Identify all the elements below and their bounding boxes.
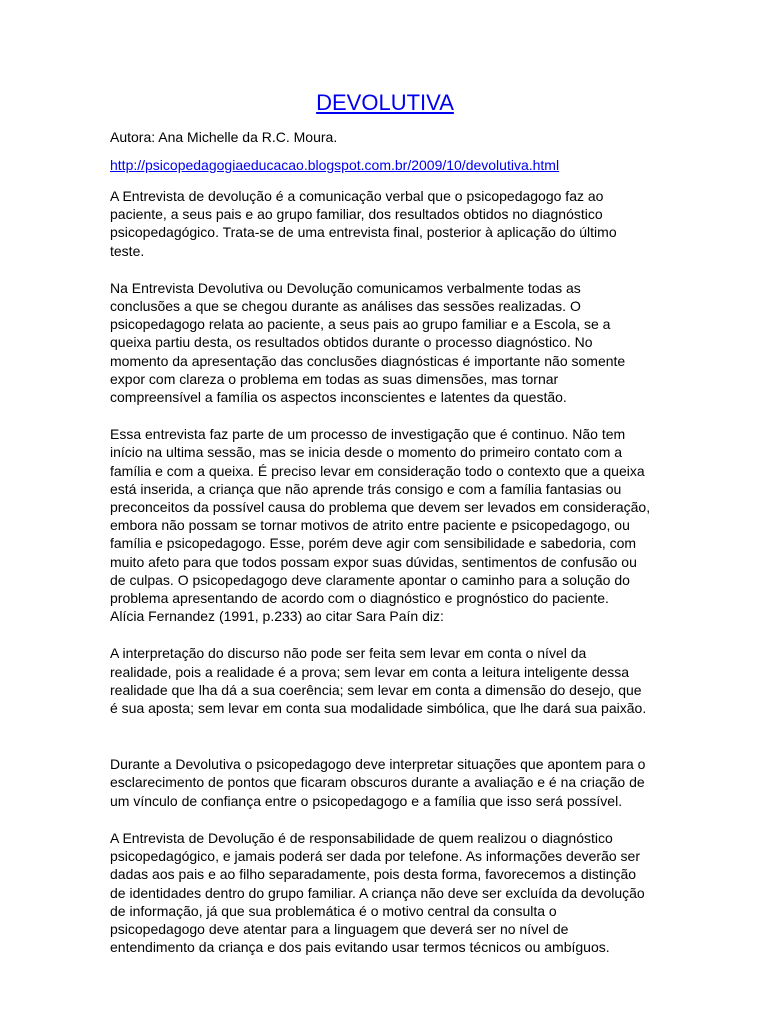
paragraph-quote: A interpretação do discurso não pode ser feita sem levar em conta o nível da realidade, pois a realidade é a prova; sem levar em conta a leitura inteligente dessa realidade que lha dá a sua coerência; sem levar em conta a dimensão do desejo, que é sua aposta; sem levar em conta sua modalidade simbólica, que lhe dará sua paixão. [110,645,647,717]
document-page [110,88,660,975]
paragraph-5: Durante a Devolutiva o psicopedagogo deve interpretar situações que apontem para o esclarecimento de pontos que ficaram obscuros durante a avaliação e é na criação de um vínculo de confiança entre o psicopedagogo e a família que isso será possível. [110,756,646,809]
paragraph-3: Essa entrevista faz parte de um processo de investigação que é continuo. Não tem início na ultima sessão, mas se inicia desde o momento do primeiro contato com a família e com a queixa. É preciso levar em consideração todo o contexto que a queixa está inserida, a criança que não aprende trás consigo e com a família fantasias ou preconceitos da possível causa do problema que devem ser levados em consideração, embora não possam se tornar motivos de atrito entre paciente e psicopedagogo, ou família e psicopedagogo. Esse, porém deve agir com sensibilidade e sabedoria, com muito afeto para que todos possam expor suas dúvidas, sentimentos de confusão ou de culpas. O psicopedagogo deve claramente apontar o caminho para a solução do problema apresentando de acordo com o diagnóstico e prognóstico do paciente. Alícia Fernandez (1991, p.233) ao citar Sara Paín diz: [110,426,651,625]
paragraph-1: A Entrevista de devolução é a comunicação verbal que o psicopedagogo faz ao paciente, a seus pais e ao grupo familiar, dos resultados obtidos no diagnóstico psicopedagógico. Trata-se de uma entrevista final, posterior à aplicação do último teste. [110,188,617,259]
source-link[interactable]: http://psicopedagogiaeducacao.blogspot.com.br/2009/10/devolutiva.html [110,157,560,173]
author-line: Autora: Ana Michelle da R.C. Moura. [110,129,338,145]
paragraph-2: Na Entrevista Devolutiva ou Devolução comunicamos verbalmente todas as conclusões a que se chegou durante as análises das sessões realizadas. O psicopedagogo relata ao paciente, a seus pais ao grupo familiar e a Escola, se a queixa partiu desta, os resultados obtidos durante o processo diagnóstico. No momento da apresentação das conclusões diagnósticas é importante não somente expor com clareza o problema em todas as suas dimensões, mas tornar compreensível a família os aspectos inconscientes e latentes da questão. [110,279,626,406]
document-title[interactable]: DEVOLUTIVA [316,90,454,115]
paragraph-6: A Entrevista de Devolução é de responsabilidade de quem realizou o diagnóstico psicopedagógico, e jamais poderá ser dada por telefone. As informações deverão ser dadas aos pais e ao filho separadamente, pois desta forma, favorecemos a distinção de identidades dentro do grupo familiar. A criança não deve ser excluída da devolução de informação, já que sua problemática é o motivo central da consulta o psicopedagogo deve atentar para a linguagem que deverá ser no nível de entendimento da criança e dos pais evitando usar termos técnicos ou ambíguos. [110,829,645,956]
